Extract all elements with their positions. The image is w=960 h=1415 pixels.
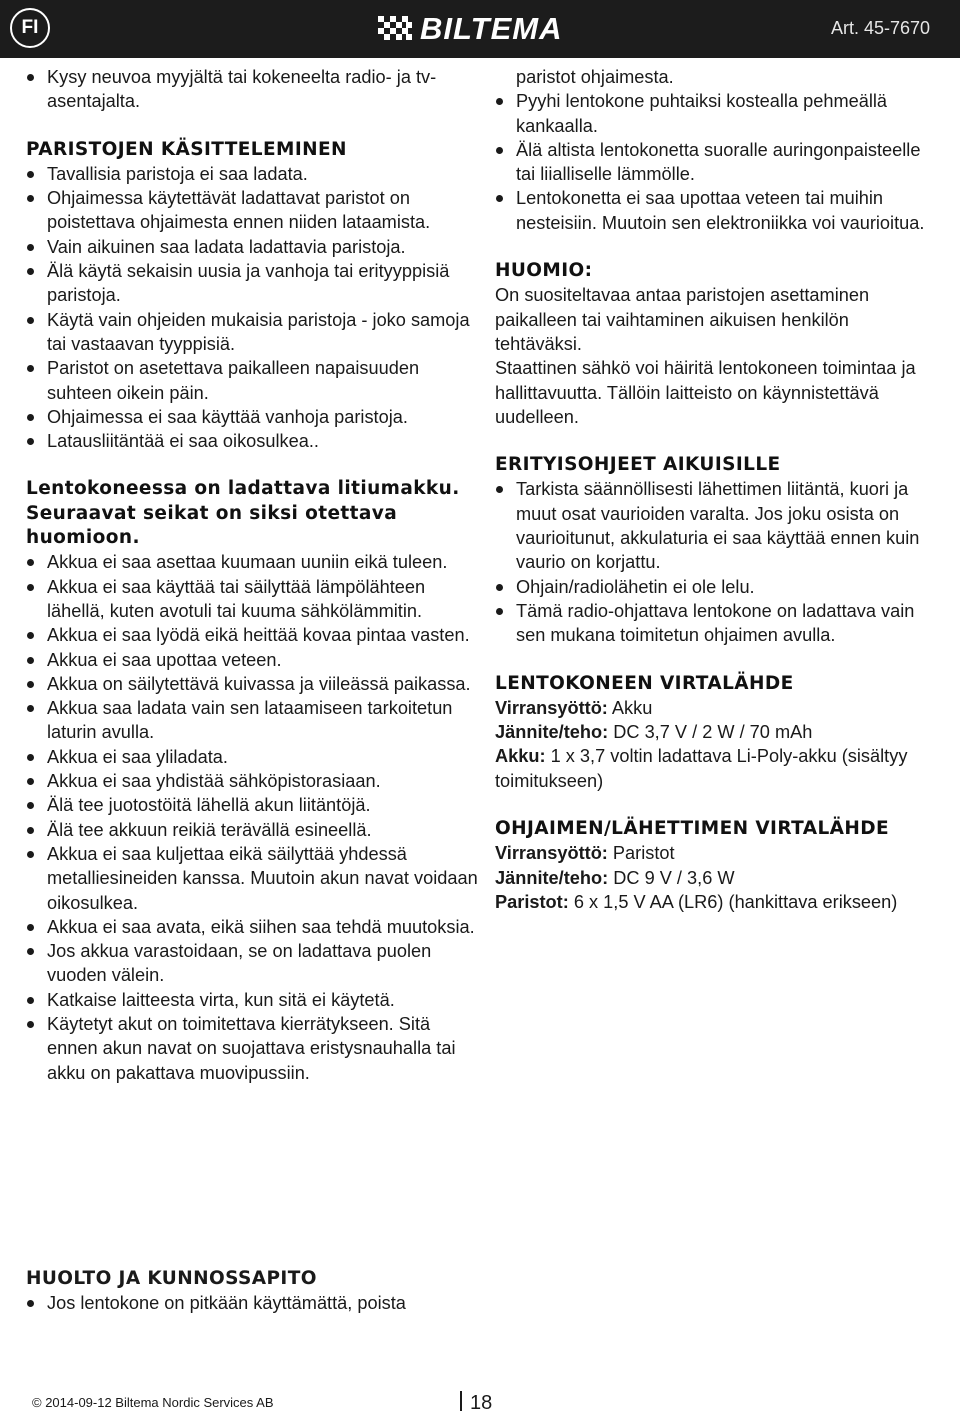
spec-value: DC 3,7 V / 2 W / 70 mAh [608, 722, 813, 743]
list-item: Akkua on säilytettävä kuivassa ja viileässä paikassa. [26, 672, 478, 696]
list-item: Kysy neuvoa myyjältä tai kokeneelta radio- ja tv-asentajalta. [26, 65, 478, 114]
section-heading-battery-handling: PARISTOJEN KÄSITTELEMINEN [26, 138, 347, 160]
spec-label: Akku: [495, 746, 546, 767]
footer-divider [460, 1391, 462, 1411]
section-heading-remote-power: OHJAIMEN/LÄHETTIMEN VIRTALÄHDE [495, 818, 890, 840]
list-item: Ohjaimessa ei saa käyttää vanhoja paristoja. [26, 405, 478, 429]
checkered-flag-icon [378, 16, 412, 42]
list-item: Akkua ei saa avata, eikä siihen saa tehdä muutoksia. [26, 915, 478, 939]
spec-value: Paristot [607, 843, 675, 864]
list-item: Ohjain/radiolähetin ei ole lelu. [495, 575, 940, 599]
spec-label: Paristot: [495, 891, 569, 912]
list-item: Akkua saa ladata vain sen lataamiseen tarkoitetun laturin avulla. [26, 696, 478, 745]
continued-text: paristot ohjaimesta. [516, 67, 674, 87]
list-item: Akkua ei saa käyttää tai säilyttää lämpölähteen lähellä, kuten avotuli tai kuuma sähkölämmitin. [26, 575, 478, 624]
spec-row [495, 744, 940, 793]
battery-handling-list [26, 162, 478, 454]
copyright-notice: © 2014-09-12 Biltema Nordic Services AB [32, 1395, 274, 1410]
section-heading-maintenance: HUOLTO JA KUNNOSSAPITO [26, 1268, 317, 1289]
left-column [26, 65, 478, 1085]
list-item: Pyyhi lentokone puhtaiksi kostealla pehmeällä kankaalla. [495, 89, 940, 138]
note-paragraph: On suositeltavaa antaa paristojen asettaminen paikalleen tai vaihtaminen aikuisen henkilön tehtäväksi. [495, 285, 870, 354]
spec-label: Virransyöttö: [495, 697, 608, 718]
list-item: Jos akkua varastoidaan, se on ladattava puolen vuoden välein. [26, 939, 478, 988]
section-heading-adults: ERITYISOHJEET AIKUISILLE [495, 454, 781, 476]
list-item: Tavallisia paristoja ei saa ladata. [26, 162, 478, 186]
spec-row [495, 866, 940, 890]
care-list [495, 89, 940, 235]
spec-label: Jännite/teho: [495, 722, 609, 743]
article-number: Art. 45-7670 [830, 18, 930, 38]
list-item: Vain aikuinen saa ladata ladattavia paristoja. [26, 235, 478, 259]
spec-label: Jännite/teho: [495, 867, 609, 888]
list-item: Käytä vain ohjeiden mukaisia paristoja - joko samoja tai vastaavan tyyppisiä. [26, 308, 478, 357]
page-number: 18 [470, 1392, 493, 1414]
maintenance-list [26, 1291, 478, 1315]
spec-row [495, 720, 940, 744]
list-item: Katkaise laitteesta virta, kun sitä ei käytetä. [26, 988, 478, 1012]
list-item: Akkua ei saa yhdistää sähköpistorasiaan. [26, 769, 478, 793]
spec-value: DC 9 V / 3,6 W [608, 867, 735, 888]
list-item: Älä tee akkuun reikiä terävällä esineellä. [26, 818, 478, 842]
language-badge: FI [10, 8, 50, 48]
section-heading-plane-power: LENTOKONEEN VIRTALÄHDE [495, 672, 794, 694]
list-item: Paristot on asetettava paikalleen napaisuuden suhteen oikein päin. [26, 356, 478, 405]
intro-list [26, 65, 478, 114]
page-header [0, 0, 960, 58]
list-item: Akkua ei saa yliladata. [26, 745, 478, 769]
adults-list [495, 477, 940, 647]
spec-row [495, 890, 940, 914]
section-heading-note: HUOMIO: [495, 260, 593, 282]
lithium-list [26, 550, 478, 1085]
maintenance-section [26, 1267, 478, 1316]
list-item: Älä käytä sekaisin uusia ja vanhoja tai erityyppisiä paristoja. [26, 259, 478, 308]
spec-value: 6 x 1,5 V AA (LR6) (hankittava erikseen) [568, 891, 898, 912]
list-item: Akkua ei saa lyödä eikä heittää kovaa pintaa vasten. [26, 623, 478, 647]
list-item: Käytetyt akut on toimitettava kierrätykseen. Sitä ennen akun navat on suojattava eristysnauhalla tai akku on pakattava muovipussiin. [26, 1012, 478, 1085]
brand-name: BILTEMA [420, 11, 563, 46]
spec-value: Akku [607, 697, 653, 718]
list-item: Älä tee juotostöitä lähellä akun liitäntöjä. [26, 793, 478, 817]
spec-value: 1 x 3,7 voltin ladattava Li-Poly-akku (sisältyy toimitukseen) [495, 746, 908, 791]
section-heading-lithium: Lentokoneessa on ladattava litiumakku. Seuraavat seikat on siksi otettava huomioon. [26, 478, 460, 549]
list-item: Ohjaimessa käytettävät ladattavat paristot on poistettava ohjaimesta ennen niiden lataamista. [26, 186, 478, 235]
brand-logo [378, 12, 562, 46]
list-item: Tämä radio-ohjattava lentokone on ladattava vain sen mukana toimitetun ohjaimen avulla. [495, 599, 940, 648]
spec-row [495, 841, 940, 865]
list-item: Jos lentokone on pitkään käyttämättä, poista [26, 1291, 478, 1315]
spec-row [495, 696, 940, 720]
list-item: Älä altista lentokonetta suoralle auringonpaisteelle tai liialliselle lämmölle. [495, 138, 940, 187]
right-column [495, 65, 940, 914]
list-item: Lentokonetta ei saa upottaa veteen tai muihin nesteisiin. Muutoin sen elektroniikka voi vaurioitua. [495, 186, 940, 235]
list-item: Akkua ei saa kuljettaa eikä säilyttää yhdessä metalliesineiden kanssa. Muutoin akun navat voidaan oikosulkea. [26, 842, 478, 915]
list-item: Tarkista säännöllisesti lähettimen liitäntä, kuori ja muut osat vaurioiden varalta. Jos joku osista on vaurioitunut, akkulaturia ei saa käyttää ennen kuin vaurio on korjattu. [495, 477, 940, 574]
list-item: Latausliitäntää ei saa oikosulkea.. [26, 429, 478, 453]
note-paragraph: Staattinen sähkö voi häiritä lentokoneen toimintaa ja hallittavuutta. Tällöin laitteisto on käynnistettävä uudelleen. [495, 358, 916, 427]
list-item: Akkua ei saa asettaa kuumaan uuniin eikä tuleen. [26, 550, 478, 574]
spec-label: Virransyöttö: [495, 843, 608, 864]
list-item: Akkua ei saa upottaa veteen. [26, 648, 478, 672]
